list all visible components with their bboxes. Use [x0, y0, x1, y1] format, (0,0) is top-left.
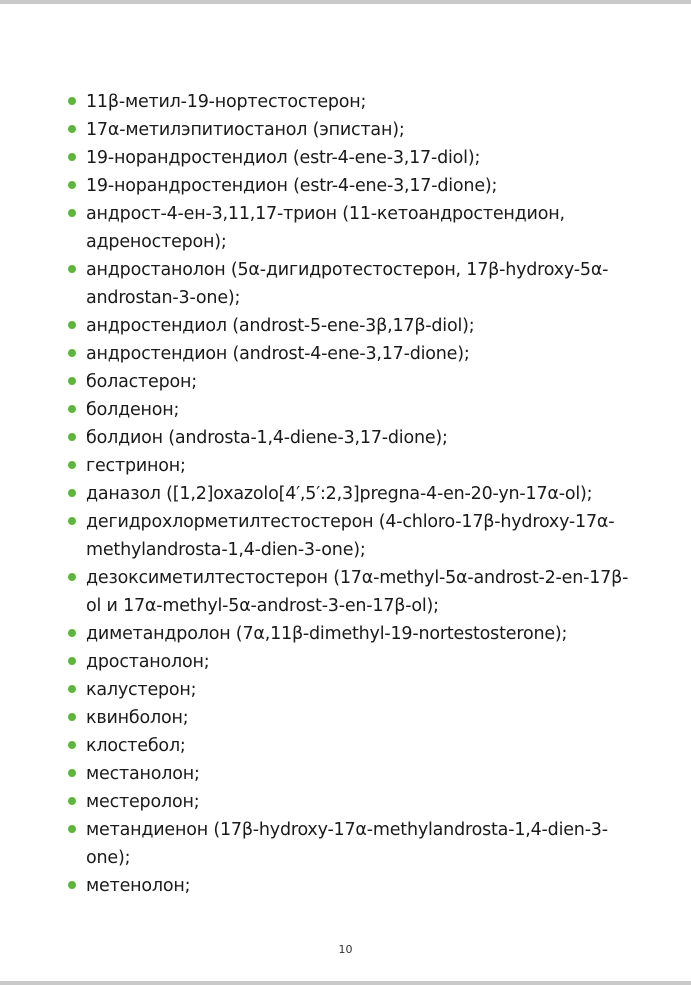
bullet-icon: [68, 265, 76, 273]
list-item: [68, 676, 643, 704]
bullet-icon: [68, 153, 76, 161]
list-item-text: 19-норандростендион (estr-4-ene-3,17-dione);: [86, 176, 498, 196]
bullet-icon: [68, 825, 76, 833]
list-item: [68, 424, 643, 452]
bullet-icon: [68, 209, 76, 217]
bullet-icon: [68, 97, 76, 105]
list-item-text: 11β-метил-19-нортестостерон;: [86, 92, 367, 112]
page-number: 10: [338, 943, 353, 956]
list-item-text: дростанолон;: [86, 652, 210, 672]
list-item-text: андростанолон (5α-дигидротестостерон, 17β-hydroxy-5α-androstan-3-one);: [86, 260, 609, 308]
list-item-text: диметандролон (7α,11β-dimethyl-19-nortestosterone);: [86, 624, 568, 644]
bullet-icon: [68, 797, 76, 805]
bullet-icon: [68, 657, 76, 665]
list-item: [68, 872, 643, 900]
list-item-text: метенолон;: [86, 876, 191, 896]
list-item: [68, 200, 643, 256]
bullet-icon: [68, 573, 76, 581]
list-item: [68, 620, 643, 648]
list-item-text: местеролон;: [86, 792, 200, 812]
list-item-text: даназол ([1,2]oxazolo[4′,5′:2,3]pregna-4-en-20-yn-17α-ol);: [86, 484, 593, 504]
list-item-text: андростендиол (androst-5-ene-3β,17β-diol);: [86, 316, 475, 336]
list-item: [68, 480, 643, 508]
document-page: [0, 4, 691, 981]
list-item: [68, 312, 643, 340]
list-item: [68, 760, 643, 788]
bullet-icon: [68, 321, 76, 329]
bullet-icon: [68, 517, 76, 525]
substance-list: [68, 88, 643, 900]
list-item: [68, 368, 643, 396]
bullet-icon: [68, 769, 76, 777]
list-item-text: андростендион (androst-4-ene-3,17-dione);: [86, 344, 470, 364]
bullet-icon: [68, 461, 76, 469]
list-item-text: калустерон;: [86, 680, 197, 700]
bullet-icon: [68, 685, 76, 693]
list-item: [68, 704, 643, 732]
list-item: [68, 172, 643, 200]
list-item: [68, 452, 643, 480]
list-item: [68, 732, 643, 760]
list-item: [68, 116, 643, 144]
bullet-icon: [68, 881, 76, 889]
list-item: [68, 396, 643, 424]
list-item: [68, 788, 643, 816]
list-item-text: квинболон;: [86, 708, 189, 728]
bullet-icon: [68, 405, 76, 413]
bullet-icon: [68, 181, 76, 189]
list-item: [68, 144, 643, 172]
list-item: [68, 508, 643, 564]
bullet-icon: [68, 489, 76, 497]
bullet-icon: [68, 741, 76, 749]
list-item-text: 19-норандростендиол (estr-4-ene-3,17-diol);: [86, 148, 481, 168]
list-item: [68, 256, 643, 312]
list-item: [68, 340, 643, 368]
list-item: [68, 88, 643, 116]
list-item-text: болденон;: [86, 400, 180, 420]
bullet-icon: [68, 713, 76, 721]
list-item-text: гестринон;: [86, 456, 186, 476]
bullet-icon: [68, 125, 76, 133]
list-item-text: 17α-метилэпитиостанол (эпистан);: [86, 120, 405, 140]
list-item-text: дезоксиметилтестостерон (17α-methyl-5α-androst-2-en-17β-ol и 17α-methyl-5α-androst-3-en-17β-ol);: [86, 568, 629, 616]
list-item-text: дегидрохлорметилтестостерон (4-chloro-17β-hydroxy-17α-methylandrosta-1,4-dien-3-one);: [86, 512, 615, 560]
list-item: [68, 816, 643, 872]
bullet-icon: [68, 629, 76, 637]
list-item-text: клостебол;: [86, 736, 186, 756]
list-item: [68, 564, 643, 620]
list-item-text: метандиенон (17β-hydroxy-17α-methylandrosta-1,4-dien-3-one);: [86, 820, 608, 868]
list-item-text: болдион (androsta-1,4-diene-3,17-dione);: [86, 428, 448, 448]
list-item: [68, 648, 643, 676]
bullet-icon: [68, 433, 76, 441]
list-item-text: местанолон;: [86, 764, 200, 784]
bullet-icon: [68, 349, 76, 357]
list-item-text: боластерон;: [86, 372, 197, 392]
list-item-text: андрост-4-ен-3,11,17-трион (11-кетоандростендион, адреностерон);: [86, 204, 565, 252]
bullet-icon: [68, 377, 76, 385]
